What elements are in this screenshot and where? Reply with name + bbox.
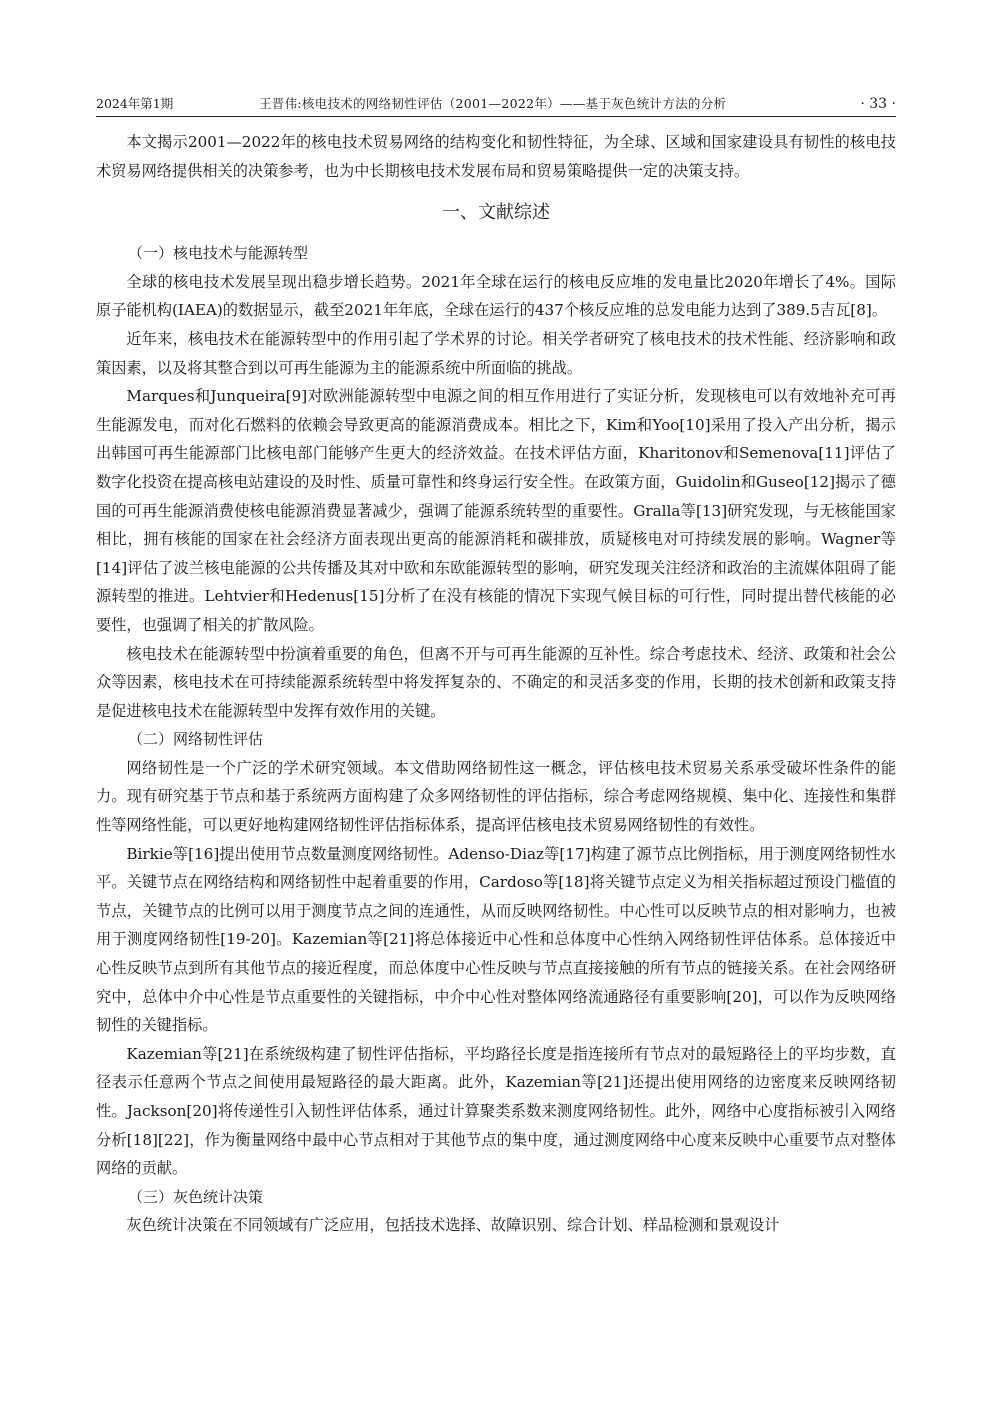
subsection-heading: （三）灰色统计决策 (128, 1187, 264, 1206)
section-heading: 一、文献综述 (442, 202, 550, 224)
paragraph: 全球的核电技术发展呈现出稳步增长趋势。2021年全球在运行的核电反应堆的发电量比2020年增长了4%。国际原子能机构(IAEA)的数据显示，截至2021年年底，全球在运行的437个核反应堆的总发电能力达到了389.5吉瓦[8]。 (96, 272, 896, 320)
paragraph: 灰色统计决策在不同领域有广泛应用，包括技术选择、故障识别、综合计划、样品检测和景观设计 (126, 1216, 780, 1235)
journal-issue: 2024年第1期 (96, 96, 174, 111)
paragraph: 本文揭示2001—2022年的核电技术贸易网络的结构变化和韧性特征，为全球、区域和国家建设具有韧性的核电技术贸易网络提供相关的决策参考，也为中长期核电技术发展布局和贸易策略提供一定的决策支持。 (96, 133, 896, 180)
subsection-heading: （一）核电技术与能源转型 (128, 244, 309, 263)
paragraph: 网络韧性是一个广泛的学术研究领域。本文借助网络韧性这一概念，评估核电技术贸易关系承受破坏性条件的能力。现有研究基于节点和基于系统两方面构建了众多网络韧性的评估指标，综合考虑网络规模、集中化、连接性和集群性等网络性能，可以更好地构建网络韧性评估指标体系，提高评估核电技术贸易网络韧性的有效性。 (96, 758, 896, 835)
paragraph: 核电技术在能源转型中扮演着重要的角色，但离不开与可再生能源的互补性。综合考虑技术、经济、政策和社会公众等因素，核电技术在可持续能源系统转型中将发挥复杂的、不确定的和灵活多变的作用，长期的技术创新和政策支持是促进核电技术在能源转型中发挥有效作用的关键。 (96, 644, 896, 720)
article-body (96, 128, 896, 1240)
page-number: · 33 · (860, 96, 896, 112)
running-title: 王晋伟:核电技术的网络韧性评估（2001—2022年）——基于灰色统计方法的分析 (259, 96, 727, 111)
paragraph: 近年来，核电技术在能源转型中的作用引起了学术界的讨论。相关学者研究了核电技术的技术性能、经济影响和政策因素，以及将其整合到以可再生能源为主的能源系统中所面临的挑战。 (96, 329, 896, 377)
subsection-heading: （二）网络韧性评估 (128, 730, 264, 749)
paragraph: Birkie等[16]提出使用节点数量测度网络韧性。Adenso-Diaz等[17]构建了源节点比例指标，用于测度网络韧性水平。关键节点在网络结构和网络韧性中起着重要的作用，Cardoso等[18]将关键节点定义为相关指标超过预设门槛值的节点，关键节点的比例可以用于测度节点之间的连通性，从而反映网络韧性。中心性可以反映节点的相对影响力，也被用于测度网络韧性[19-20]。Kazemian等[21]将总体接近中心性和总体度中心性纳入网络韧性评估体系。总体接近中心性反映节点到所有其他节点的接近程度，而总体度中心性反映与节点直接接触的所有节点的链接关系。在社会网络研究中，总体中介中心性是节点重要性的关键指标，中介中心性对整体网络流通路径有重要影响[20]，可以作为反映网络韧性的关键指标。 (96, 844, 896, 1035)
paragraph: Marques和Junqueira[9]对欧洲能源转型中电源之间的相互作用进行了实证分析，发现核电可以有效地补充可再生能源发电，而对化石燃料的依赖会导致更高的能源消费成本。相比之下，Kim和Yoo[10]采用了投入产出分析，揭示出韩国可再生能源部门比核电部门能够产生更大的经济效益。在技术评估方面，Kharitonov和Semenova[11]评估了数字化投资在提高核电站建设的及时性、质量可靠性和终身运行安全性。在政策方面，Guidolin和Guseo[12]揭示了德国的可再生能源消费使核电能源消费显著减少，强调了能源系统转型的重要性。Gralla等[13]研究发现，与无核能国家相比，拥有核能的国家在社会经济方面表现出更高的能源消耗和碳排放，质疑核电对可持续发展的影响。Wagner等[14]评估了波兰核电能源的公共传播及其对中欧和东欧能源转型的影响，研究发现关注经济和政治的主流媒体阻碍了能源转型的推进。Lehtvier和Hedenus[15]分析了在没有核能的情况下实现气候目标的可行性，同时提出替代核能的必要性，也强调了相关的扩散风险。 (96, 387, 896, 634)
running-header (96, 94, 896, 117)
paragraph: Kazemian等[21]在系统级构建了韧性评估指标，平均路径长度是指连接所有节点对的最短路径上的平均步数，直径表示任意两个节点之间使用最短路径的最大距离。此外，Kazemian等[21]还提出使用网络的边密度来反映网络韧性。Jackson[20]将传递性引入韧性评估体系，通过计算聚类系数来测度网络韧性。此外，网络中心度指标被引入网络分析[18][22]，作为衡量网络中最中心节点相对于其他节点的集中度，通过测度网络中心度来反映中心重要节点对整体网络的贡献。 (96, 1044, 896, 1178)
